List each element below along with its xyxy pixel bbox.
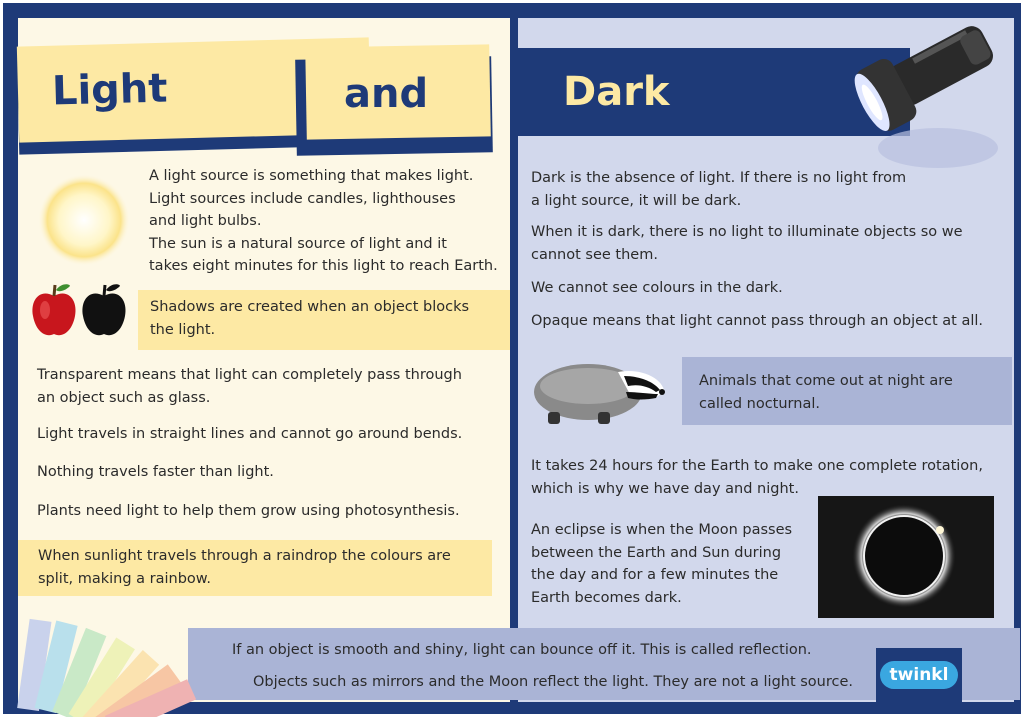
transparent-line: Transparent means that light can completely pass through — [37, 367, 462, 383]
red-apple-icon — [30, 282, 78, 340]
straight-lines-text: Light travels in straight lines and cannot go around bends. — [37, 426, 463, 442]
opaque-text: Opaque means that light cannot pass through an object at all. — [531, 313, 984, 329]
apple-shadow-icon — [80, 282, 128, 340]
eclipse-line: An eclipse is when the Moon passes — [531, 522, 793, 538]
sun-icon — [34, 170, 134, 270]
nocturnal-line: Animals that come out at night are — [699, 373, 953, 389]
title-and: and — [344, 71, 429, 117]
title-light: Light — [51, 65, 169, 115]
shadows-text — [150, 296, 469, 341]
light-source-text — [149, 165, 498, 278]
absence-text — [531, 167, 906, 212]
intro-line: A light source is something that makes light. — [149, 168, 474, 184]
plants-text: Plants need light to help them grow using photosynthesis. — [37, 503, 460, 519]
rotation-text — [531, 455, 983, 500]
rainbow-text — [38, 545, 451, 590]
absence-line: Dark is the absence of light. If there is no light from — [531, 170, 907, 186]
twinkl-logo — [876, 648, 962, 702]
intro-line: Light sources include candles, lighthouses — [149, 190, 456, 207]
rotation-line: It takes 24 hours for the Earth to make one complete rotation, — [531, 458, 983, 474]
illuminate-line: cannot see them. — [531, 246, 658, 263]
intro-line: The sun is a natural source of light and it — [149, 235, 447, 252]
twinkl-logo-text: twinkl — [880, 661, 959, 689]
eclipse-text — [531, 519, 792, 609]
eclipse-line: Earth becomes dark. — [531, 589, 682, 606]
shadows-line: Shadows are created when an object blocks — [150, 299, 470, 315]
absence-line: a light source, it will be dark. — [531, 192, 742, 209]
illuminate-line: When it is dark, there is no light to illuminate objects so we — [531, 224, 963, 240]
intro-line: takes eight minutes for this light to reach Earth. — [149, 258, 498, 274]
colour-fan-icon — [18, 612, 188, 702]
nocturnal-line: called nocturnal. — [699, 395, 820, 412]
transparent-line: an object such as glass. — [37, 389, 211, 406]
colours-text: We cannot see colours in the dark. — [531, 280, 783, 296]
nocturnal-text — [699, 370, 953, 415]
nothing-faster-text: Nothing travels faster than light. — [37, 464, 274, 480]
intro-line: and light bulbs. — [149, 213, 262, 229]
rainbow-line: split, making a rainbow. — [38, 570, 211, 587]
illuminate-text — [531, 221, 963, 266]
torch-icon — [860, 22, 1020, 172]
eclipse-line: the day and for a few minutes the — [531, 567, 779, 583]
reflection-text: If an object is smooth and shiny, light can bounce off it. This is called reflection. — [232, 642, 812, 658]
transparent-text — [37, 364, 462, 409]
eclipse-line: between the Earth and Sun during — [531, 544, 782, 561]
badger-icon — [528, 346, 668, 426]
rotation-line: which is why we have day and night. — [531, 480, 799, 497]
mirrors-text: Objects such as mirrors and the Moon reflect the light. They are not a light source. — [253, 674, 854, 690]
shadows-line: the light. — [150, 321, 216, 338]
title-dark: Dark — [563, 69, 670, 115]
eclipse-icon — [818, 496, 994, 618]
rainbow-line: When sunlight travels through a raindrop the colours are — [38, 548, 451, 564]
